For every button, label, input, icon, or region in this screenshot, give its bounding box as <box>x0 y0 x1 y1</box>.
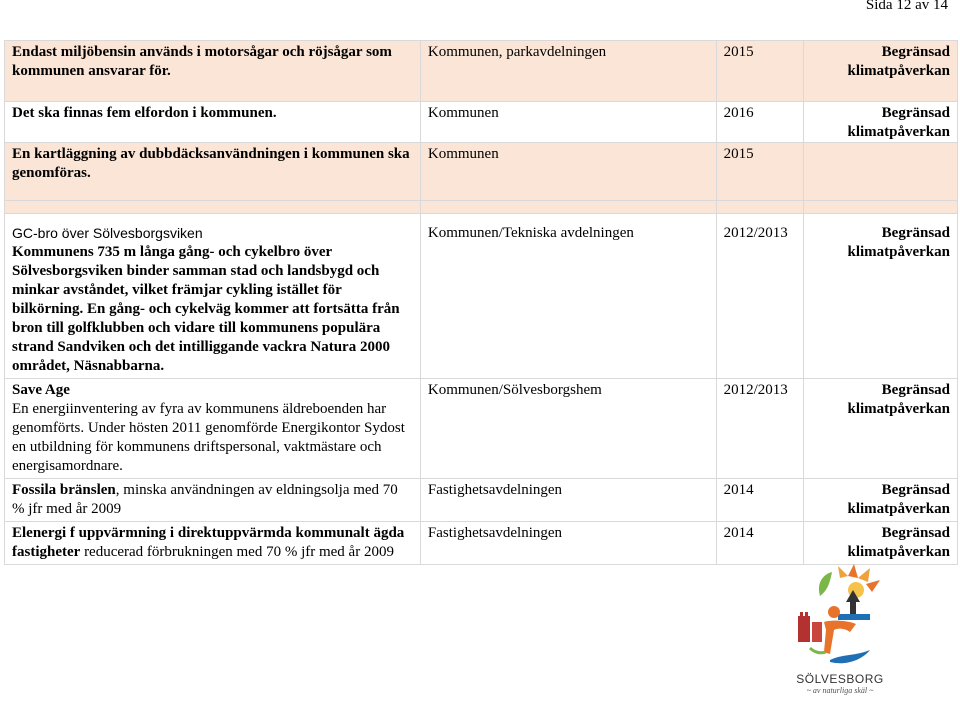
logo-tagline: ~ av naturliga skäl ~ <box>806 686 874 695</box>
responsible-cell: Kommunen, parkavdelningen <box>420 41 716 102</box>
measure-cell: Endast miljöbensin används i motorsågar och röjsågar som kommunen ansvarar för. <box>5 41 421 102</box>
page-number: Sida 12 av 14 <box>865 0 948 13</box>
table-row <box>5 522 958 565</box>
tower-icon <box>798 612 822 642</box>
responsible-cell: Kommunen/Sölvesborgshem <box>420 379 716 479</box>
year-cell: 2012/2013 <box>716 379 804 479</box>
responsible-cell: Kommunen <box>420 102 716 143</box>
goal-cell: Begränsad klimatpåverkan <box>804 379 958 479</box>
measure-cell <box>5 522 421 565</box>
spacer-row <box>5 201 958 214</box>
table-row <box>5 41 958 102</box>
wave-icon <box>830 650 870 663</box>
measure-cell <box>5 379 421 479</box>
table-row <box>5 143 958 201</box>
table-row <box>5 102 958 143</box>
year-cell: 2014 <box>716 522 804 565</box>
responsible-cell: Kommunen <box>420 143 716 201</box>
goal-cell: Begränsad klimatpåverkan <box>804 214 958 379</box>
goal-cell: Begränsad klimatpåverkan <box>804 41 958 102</box>
sun-icon <box>838 564 880 598</box>
measure-title: Save Age <box>12 382 70 398</box>
church-icon <box>838 590 870 620</box>
goal-cell: Begränsad klimatpåverkan <box>804 479 958 522</box>
solvesborg-logo <box>790 562 890 696</box>
measure-cell: En kartläggning av dubbdäcksanvändningen i kommunen ska genomföras. <box>5 143 421 201</box>
measure-title: Fossila bränslen <box>12 482 116 498</box>
goal-cell: Begränsad klimatpåverkan <box>804 522 958 565</box>
year-cell: 2014 <box>716 479 804 522</box>
goal-cell: Begränsad klimatpåverkan <box>804 102 958 143</box>
measure-cell <box>5 214 421 379</box>
responsible-cell: Kommunen/Tekniska avdelningen <box>420 214 716 379</box>
measure-body: , minska användningen av eldningsolja med 70 % jfr med år 2009 <box>12 482 398 517</box>
goal-cell <box>804 143 958 201</box>
year-cell: 2016 <box>716 102 804 143</box>
measure-title: GC-bro över Sölvesborgsviken <box>12 225 203 241</box>
table-row <box>5 214 958 379</box>
table-row <box>5 479 958 522</box>
measure-cell <box>5 479 421 522</box>
year-cell: 2012/2013 <box>716 214 804 379</box>
responsible-cell: Fastighetsavdelningen <box>420 479 716 522</box>
leaf-icon <box>819 572 832 596</box>
measure-cell: Det ska finnas fem elfordon i kommunen. <box>5 102 421 143</box>
table-row <box>5 379 958 479</box>
measure-body: Kommunens 735 m långa gång- och cykelbro över Sölvesborgsviken binder samman stad och landsbygd och minkar avståndet, vilket främjar cykling istället för bilkörning. En gång- och cykelväg kommer att fortsätta från bron till golfklubben och vidare till kommunens populära strand Sandviken och det intilliggande vackra Natura 2000 området, Näsnabbarna. <box>12 244 400 374</box>
responsible-cell: Fastighetsavdelningen <box>420 522 716 565</box>
action-table <box>4 40 958 565</box>
year-cell: 2015 <box>716 41 804 102</box>
measure-title: Elenergi f uppvärmning i direktuppvärmda kommunalt ägda fastigheter <box>12 525 405 560</box>
measure-body: reducerad förbrukningen med 70 % jfr med år 2009 <box>80 544 394 560</box>
year-cell: 2015 <box>716 143 804 201</box>
measure-body: En energiinventering av fyra av kommunens äldreboenden har genomförts. Under hösten 2011 genomförde Energikontor Sydost en utbildning för kommunens driftspersonal, vaktmästare och energisamordnare. <box>12 401 405 474</box>
logo-wordmark: SÖLVESBORG <box>796 672 884 686</box>
